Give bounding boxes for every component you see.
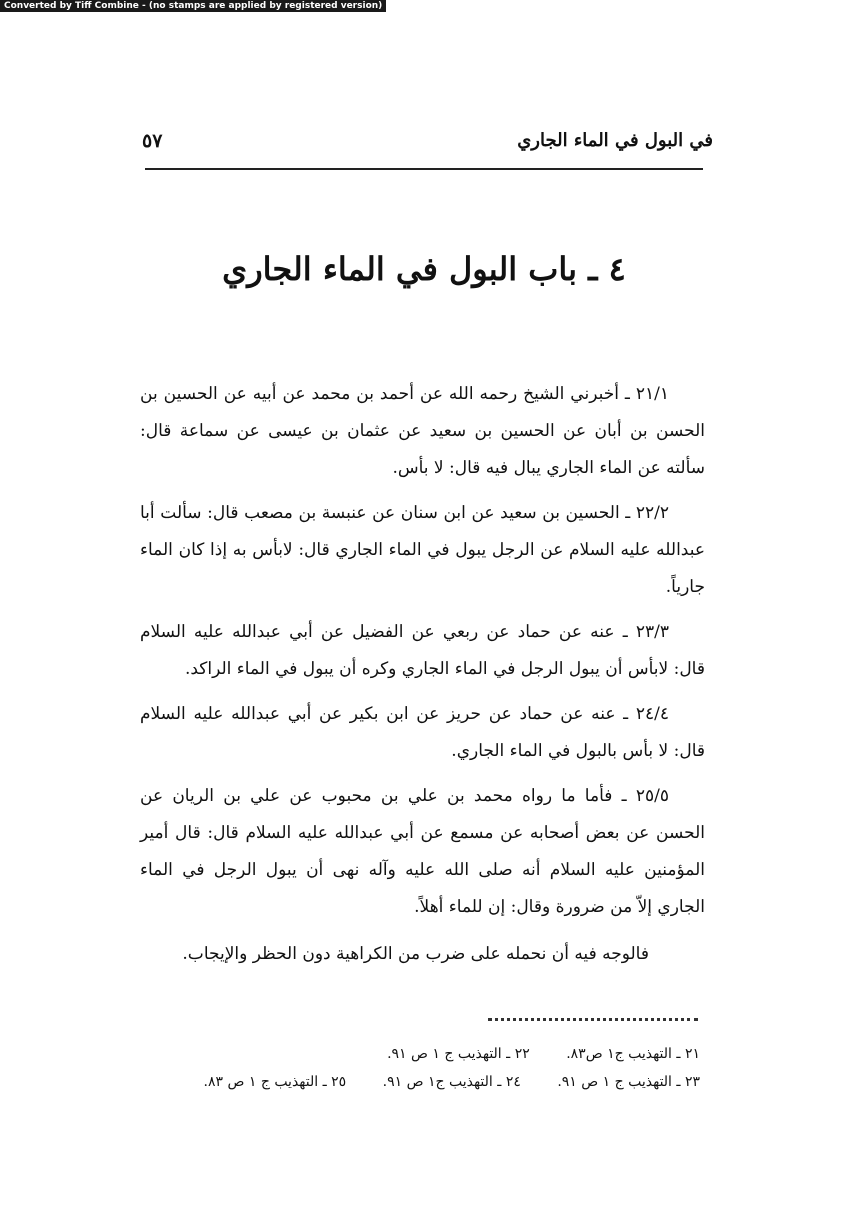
- hadith-paragraph: ٢٣/٣ ـ عنه عن حماد عن ربعي عن الفضيل عن أبي عبدالله عليه السلام قال: لابأس أن يبول الرجل في الماء الجاري وكره أن يبول في الماء الراكد.: [140, 622, 705, 679]
- converter-stamp: Converted by Tiff Combine - (no stamps are applied by registered version): [0, 0, 386, 12]
- running-header: [142, 130, 713, 164]
- chapter-title: ٤ ـ باب البول في الماء الجاري: [222, 250, 626, 288]
- footnote-separator: [488, 1018, 698, 1021]
- footnotes: [140, 1040, 700, 1096]
- body-text: [140, 376, 705, 973]
- footnote-item: ٢١ ـ التهذيب ج١ ص٨٣.: [566, 1046, 700, 1062]
- hadith-paragraph: ٢١/١ ـ أخبرني الشيخ رحمه الله عن أحمد بن محمد عن أبيه عن الحسين بن الحسن بن أبان عن الحسين بن سعيد عن عثمان بن عيسى عن سماعة قال: سألته عن الماء الجاري يبال فيه قال: لا بأس.: [140, 384, 705, 478]
- footnote-item: ٢٣ ـ التهذيب ج ١ ص ٩١.: [557, 1074, 700, 1090]
- conclusion-paragraph: فالوجه فيه أن نحمله على ضرب من الكراهية دون الحظر والإيجاب.: [182, 944, 649, 964]
- hadith-paragraph: ٢٢/٢ ـ الحسين بن سعيد عن ابن سنان عن عنبسة بن مصعب قال: سألت أبا عبدالله عليه السلام عن الرجل يبول في الماء الجاري قال: لابأس به إذا كان الماء جارياً.: [140, 503, 705, 597]
- footnote-item: ٢٢ ـ التهذيب ج ١ ص ٩١.: [387, 1046, 530, 1062]
- footnote-item: ٢٤ ـ التهذيب ج١ ص ٩١.: [382, 1074, 521, 1090]
- footnote-row: [140, 1040, 700, 1068]
- header-rule: [145, 168, 703, 170]
- hadith-paragraph: ٢٤/٤ ـ عنه عن حماد عن حريز عن ابن بكير عن أبي عبدالله عليه السلام قال: لا بأس بالبول في الماء الجاري.: [140, 704, 705, 761]
- running-title: في البول في الماء الجاري: [517, 130, 713, 151]
- footnote-item: ٢٥ ـ التهذيب ج ١ ص ٨٣.: [203, 1074, 347, 1090]
- footnote-row: [140, 1068, 700, 1096]
- hadith-paragraph: ٢٥/٥ ـ فأما ما رواه محمد بن علي بن محبوب عن علي بن الريان عن الحسن عن بعض أصحابه عن مسمع عن أبي عبدالله عليه السلام قال: قال أمير المؤمنين عليه السلام أنه صلى الله عليه وآله نهى أن يبول الرجل في الماء الجاري إلاّ من ضرورة وقال: إن للماء أهلاً.: [140, 786, 705, 917]
- page-number: ٥٧: [142, 130, 163, 152]
